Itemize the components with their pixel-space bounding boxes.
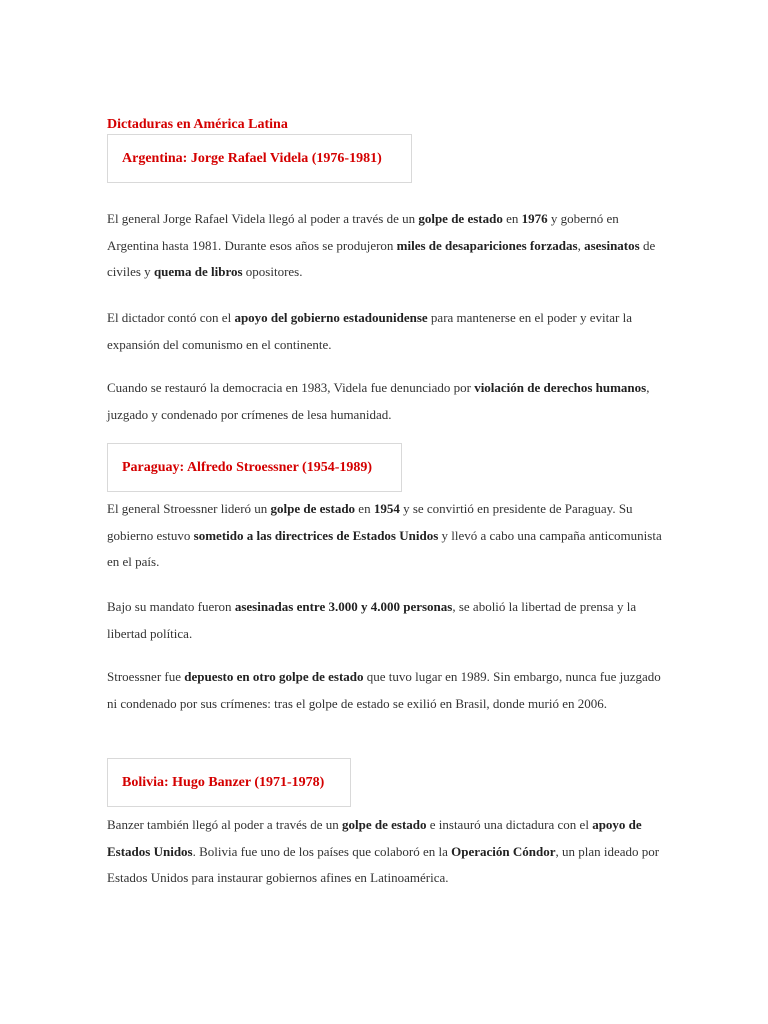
text-run: Bajo su mandato fueron [107,599,235,614]
section-heading-argentina [107,134,412,183]
paragraph [107,496,667,576]
text-run: y llevó a cabo una campaña anticomunista en el país. [107,527,662,569]
bold-text: asesinadas entre 3.000 y 4.000 personas [234,599,453,614]
text-run: e instauró una dictadura con el [426,817,593,832]
section-heading-text: Paraguay: Alfredo Stroessner (1954-1989) [122,459,373,475]
bold-text: golpe de estado [418,211,503,226]
text-run: , juzgado y condenado por crímenes de lesa humanidad. [107,380,650,422]
text-run: . Bolivia fue uno de los países que colaboró en la [192,843,452,859]
text-run: para mantenerse en el poder y evitar la expansión del comunismo en el continente. [107,310,632,352]
paragraph [107,594,667,647]
bold-text: apoyo de Estados Unidos [107,817,642,859]
text-run: en [502,211,522,226]
text-run: , [577,237,585,253]
text-run: de civiles y [107,237,656,279]
section-heading-text: Argentina: Jorge Rafael Videla (1976-1981) [122,150,382,166]
text-run: Stroessner fue [107,669,185,684]
text-run: en [355,501,374,516]
paragraph [107,812,667,892]
paragraph [107,305,667,358]
section-heading-paraguay [107,443,402,492]
bold-text: golpe de estado [342,817,427,832]
text-run: Banzer también llegó al poder a través de un [107,817,342,832]
text-run: El dictador contó con el [107,310,235,325]
bold-text: asesinatos [584,237,640,253]
paragraph [107,206,667,286]
bold-text: 1954 [373,501,400,516]
page-title: Dictaduras en América Latina [107,117,288,132]
text-run: opositores. [242,264,303,279]
text-run: El general Jorge Rafael Videla llegó al poder a través de un [107,211,419,226]
bold-text: quema de libros [153,264,243,279]
bold-text: miles de desapariciones forzadas [396,237,578,253]
paragraph [107,375,667,428]
bold-text: apoyo del gobierno estadounidense [234,310,428,325]
text-run: y se convirtió en presidente de Paraguay. Su gobierno estuvo [107,501,633,543]
bold-text: Operación Cóndor [451,843,556,859]
paragraph [107,664,667,717]
bold-text: sometido a las directrices de Estados Unidos [193,527,439,543]
text-run: El general Stroessner lideró un [107,501,271,516]
bold-text: depuesto en otro golpe de estado [184,669,364,684]
text-run: y gobernó en Argentina hasta 1981. Durante esos años se produjeron [107,211,619,253]
bold-text: violación de derechos humanos [474,380,647,395]
text-run: que tuvo lugar en 1989. Sin embargo, nunca fue juzgado ni condenado por sus crímenes: tras el golpe de estado se exilió en Brasil, donde murió en 2006. [107,669,661,711]
text-run: , se abolió la libertad de prensa y la libertad política. [107,599,637,641]
bold-text: golpe de estado [270,501,356,516]
text-run: , un plan ideado por Estados Unidos para instaurar gobiernos afines en Latinoamérica. [107,843,660,885]
bold-text: 1976 [521,211,548,226]
section-heading-text: Bolivia: Hugo Banzer (1971-1978) [122,774,325,790]
section-heading-bolivia [107,758,351,807]
text-run: Cuando se restauró la democracia en 1983, Videla fue denunciado por [107,380,475,395]
